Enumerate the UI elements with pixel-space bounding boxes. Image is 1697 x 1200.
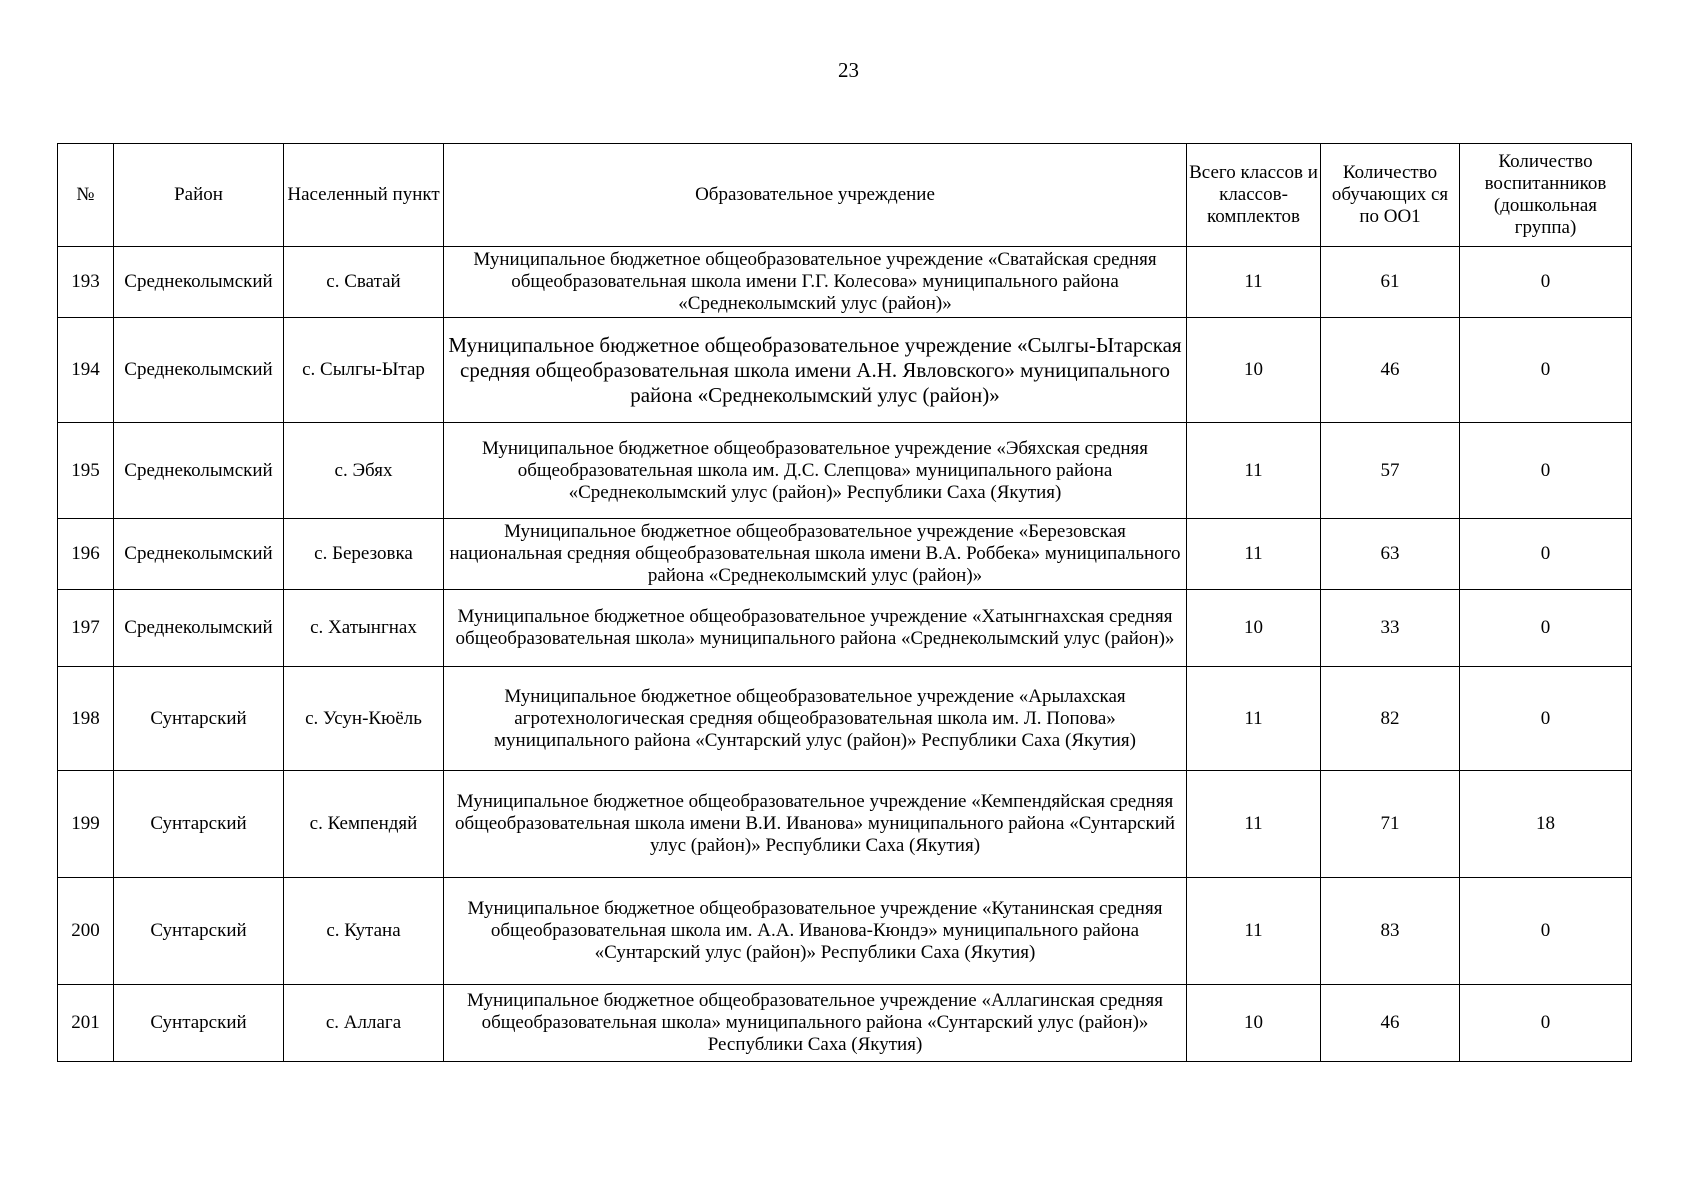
row-students: 46 (1321, 318, 1460, 423)
row-num: 199 (58, 771, 114, 878)
row-settlement: с. Аллага (284, 985, 444, 1062)
row-num: 198 (58, 667, 114, 771)
row-classes: 11 (1187, 667, 1321, 771)
table-row (58, 247, 1632, 318)
row-settlement: с. Кемпендяй (284, 771, 444, 878)
row-district: Сунтарский (114, 667, 284, 771)
row-num: 194 (58, 318, 114, 423)
row-settlement: с. Хатынгнах (284, 590, 444, 667)
table-row (58, 318, 1632, 423)
row-students: 57 (1321, 423, 1460, 519)
row-students: 63 (1321, 519, 1460, 590)
table-row (58, 519, 1632, 590)
row-district: Среднеколымский (114, 247, 284, 318)
row-institution: Муниципальное бюджетное общеобразовательное учреждение «Хатынгнахская средняя общеобразовательная школа» муниципального района «Среднеколымский улус (район)» (444, 590, 1187, 667)
header-institution: Образовательное учреждение (444, 144, 1187, 247)
row-institution: Муниципальное бюджетное общеобразовательное учреждение «Сылгы-Ытарская средняя общеобразовательная школа имени А.Н. Явловского» муниципального района «Среднеколымский улус (район)» (444, 318, 1187, 423)
row-preschool: 0 (1460, 667, 1632, 771)
row-institution: Муниципальное бюджетное общеобразовательное учреждение «Аллагинская средняя общеобразовательная школа» муниципального района «Сунтарский улус (район)» Республики Саха (Якутия) (444, 985, 1187, 1062)
row-settlement: с. Березовка (284, 519, 444, 590)
row-district: Среднеколымский (114, 519, 284, 590)
row-students: 61 (1321, 247, 1460, 318)
table-header-row (58, 144, 1632, 247)
row-classes: 10 (1187, 985, 1321, 1062)
row-institution: Муниципальное бюджетное общеобразовательное учреждение «Арылахская агротехнологическая средняя общеобразовательная школа им. Л. Попова» муниципального района «Сунтарский улус (район)» Республики Саха (Якутия) (444, 667, 1187, 771)
table-row (58, 878, 1632, 985)
row-district: Сунтарский (114, 771, 284, 878)
row-students: 82 (1321, 667, 1460, 771)
header-num: № (58, 144, 114, 247)
row-district: Сунтарский (114, 985, 284, 1062)
row-students: 33 (1321, 590, 1460, 667)
table-row (58, 590, 1632, 667)
row-settlement: с. Сватай (284, 247, 444, 318)
row-preschool: 0 (1460, 878, 1632, 985)
row-classes: 11 (1187, 771, 1321, 878)
row-district: Сунтарский (114, 878, 284, 985)
header-district: Район (114, 144, 284, 247)
header-students: Количество обучающих ся по ОО1 (1321, 144, 1460, 247)
row-district: Среднеколымский (114, 423, 284, 519)
row-institution: Муниципальное бюджетное общеобразовательное учреждение «Эбяхская средняя общеобразовательная школа им. Д.С. Слепцова» муниципального района «Среднеколымский улус (район)» Республики Саха (Якутия) (444, 423, 1187, 519)
row-district: Среднеколымский (114, 318, 284, 423)
row-classes: 11 (1187, 878, 1321, 985)
row-classes: 11 (1187, 423, 1321, 519)
row-num: 197 (58, 590, 114, 667)
row-num: 196 (58, 519, 114, 590)
table-row (58, 423, 1632, 519)
row-preschool: 0 (1460, 590, 1632, 667)
row-num: 195 (58, 423, 114, 519)
table-row (58, 667, 1632, 771)
row-preschool: 0 (1460, 985, 1632, 1062)
table-row (58, 771, 1632, 878)
row-district: Среднеколымский (114, 590, 284, 667)
row-preschool: 0 (1460, 423, 1632, 519)
row-preschool: 0 (1460, 318, 1632, 423)
row-institution: Муниципальное бюджетное общеобразовательное учреждение «Кутанинская средняя общеобразовательная школа им. А.А. Иванова-Кюндэ» муниципального района «Сунтарский улус (район)» Республики Саха (Якутия) (444, 878, 1187, 985)
row-students: 71 (1321, 771, 1460, 878)
page-number: 23 (838, 58, 859, 82)
row-classes: 11 (1187, 519, 1321, 590)
header-classes: Всего классов и классов-комплектов (1187, 144, 1321, 247)
row-classes: 10 (1187, 318, 1321, 423)
row-students: 83 (1321, 878, 1460, 985)
row-settlement: с. Усун-Кюёль (284, 667, 444, 771)
schools-table (57, 143, 1632, 1062)
row-settlement: с. Эбях (284, 423, 444, 519)
row-institution: Муниципальное бюджетное общеобразовательное учреждение «Кемпендяйская средняя общеобразовательная школа имени В.И. Иванова» муниципального района «Сунтарский улус (район)» Республики Саха (Якутия) (444, 771, 1187, 878)
row-institution: Муниципальное бюджетное общеобразовательное учреждение «Березовская национальная средняя общеобразовательная школа имени В.А. Роббека» муниципального района «Среднеколымский улус (район)» (444, 519, 1187, 590)
row-students: 46 (1321, 985, 1460, 1062)
header-preschool: Количество воспитанников (дошкольная группа) (1460, 144, 1632, 247)
row-settlement: с. Сылгы-Ытар (284, 318, 444, 423)
row-classes: 11 (1187, 247, 1321, 318)
table-row (58, 985, 1632, 1062)
row-num: 201 (58, 985, 114, 1062)
row-preschool: 0 (1460, 519, 1632, 590)
row-num: 193 (58, 247, 114, 318)
row-classes: 10 (1187, 590, 1321, 667)
header-settlement: Населенный пункт (284, 144, 444, 247)
row-settlement: с. Кутана (284, 878, 444, 985)
row-num: 200 (58, 878, 114, 985)
row-preschool: 18 (1460, 771, 1632, 878)
row-institution: Муниципальное бюджетное общеобразовательное учреждение «Сватайская средняя общеобразовательная школа имени Г.Г. Колесова» муниципального района «Среднеколымский улус (район)» (444, 247, 1187, 318)
row-preschool: 0 (1460, 247, 1632, 318)
